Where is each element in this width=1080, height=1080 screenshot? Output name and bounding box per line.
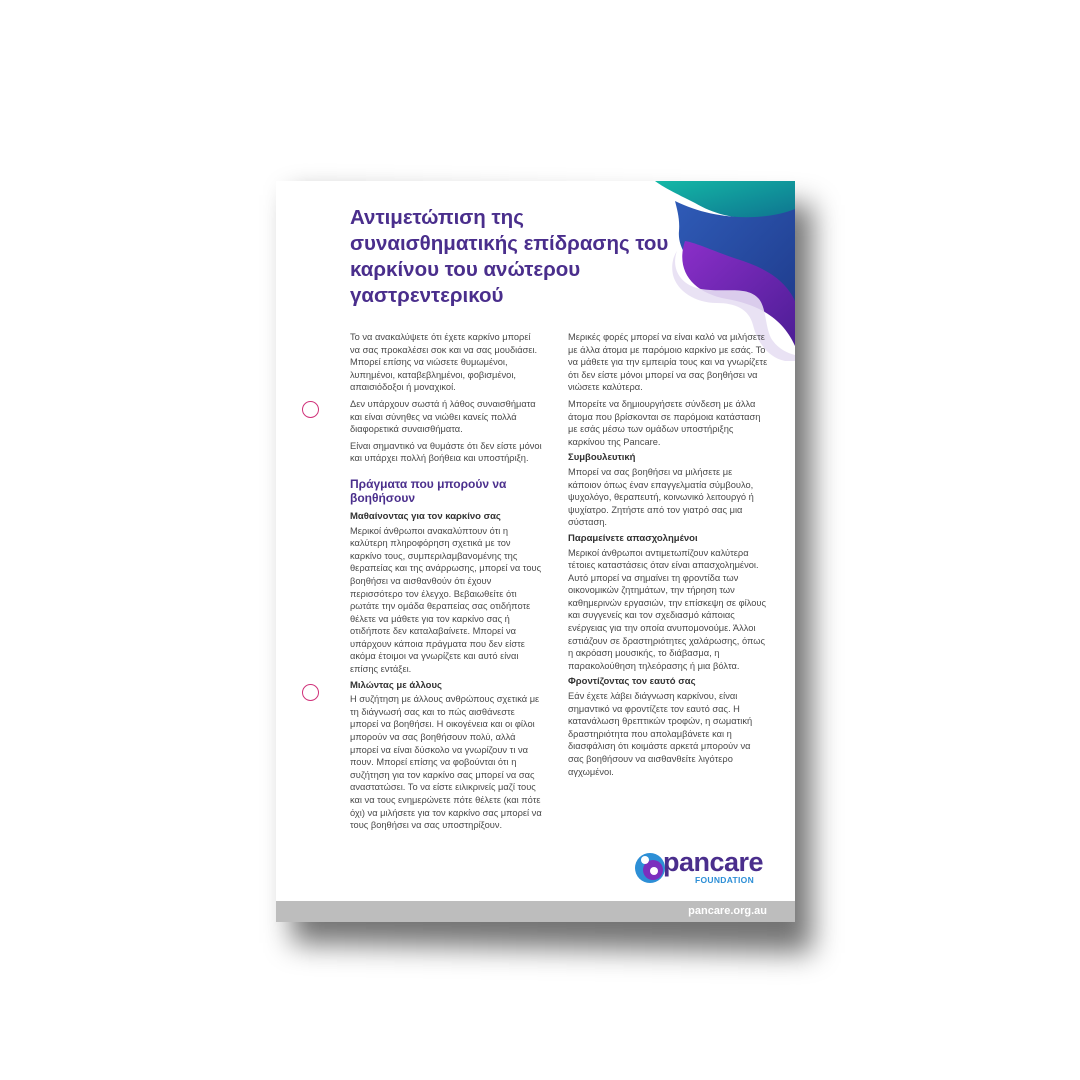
talking-paragraph: Η συζήτηση με άλλους ανθρώπους σχετικά με τη διάγνωσή σας και το πώς αισθάνεστε μπορεί να βοηθήσει. Η οικογένεια και οι φίλοι μπορούν να σας βοηθήσουν πολύ, αλλά μπορεί να είναι δύσκολο να γνωρίζουν τι να πουν. Μπορεί επίσης να φοβούνται ότι η συζήτηση για τον καρκίνο σας μπορεί να σας αναστατώσει. Το να είστε ειλικρινείς μαζί τους και να τους ενημερώνετε πότε θέλετε (και πότε όχι) να μιλήσετε για τον καρκίνο σας μπορεί να τους βοηθήσει να σας υποστηρίξουν. <box>350 694 542 831</box>
subheading-learning: Μαθαίνοντας για τον καρκίνο σας <box>350 510 501 522</box>
learning-paragraph: Μερικοί άνθρωποι ανακαλύπτουν ότι η καλύτερη πληροφόρηση σχετικά με τον καρκίνο τους, συμπεριλαμβανομένης της θεραπείας και της ανάρρωσης, μπορεί να τους βοηθήσει να αισθανθούν ότι έχουν περισσότερο τον έλεγχο. Βεβαιωθείτε ότι ρωτάτε την ομάδα θεραπείας σας οτιδήποτε θέλετε να μάθετε για τον καρκίνο σας ή οτιδήποτε δεν καταλαβαίνετε. Μπορεί να υπάρχουν κάποια πράγματα που δεν είστε ακόμα έτοιμοι να γνωρίζετε και αυτό είναι επίσης εντάξει. <box>350 525 542 675</box>
subheading-self-care: Φροντίζοντας τον εαυτό σας <box>568 676 696 688</box>
support-group-paragraph: Μπορείτε να δημιουργήσετε σύνδεση με άλλα άτομα που βρίσκονται σε παρόμοια κατάσταση με εσάς μέσω των ομάδων υποστήριξης καρκίνου της Pancare. <box>568 398 761 447</box>
section-heading: Πράγματα που μπορούν να βοηθήσουν <box>350 476 507 505</box>
left-column <box>350 331 542 836</box>
footer-url: pancare.org.au <box>688 905 767 917</box>
subheading-stay-busy: Παραμείνετε απασχολημένοι <box>568 532 698 544</box>
binder-hole-icon <box>302 684 319 701</box>
footer-bar <box>276 901 795 922</box>
logo-wordmark: pancare <box>663 847 764 877</box>
peer-paragraph: Μερικές φορές μπορεί να είναι καλό να μιλήσετε με άλλα άτομα με παρόμοιο καρκίνο με εσάς. Το να μάθετε για την εμπειρία τους και να γνωρίζετε ότι δεν είστε μόνοι μπορεί να σας βοηθήσει να νιώσετε καλύτερα. <box>568 332 768 393</box>
intro-paragraph: Είναι σημαντικό να θυμάστε ότι δεν είστε μόνοι και υπάρχει πολλή βοήθεια και υποστήριξη. <box>350 440 542 464</box>
logo-subtitle: FOUNDATION <box>695 875 755 885</box>
pancare-logo-icon <box>633 851 667 885</box>
binder-hole-icon <box>302 401 319 418</box>
counselling-paragraph: Μπορεί να σας βοηθήσει να μιλήσετε με κάποιον όπως έναν επαγγελματία σύμβουλο, ψυχολόγο, θεραπευτή, κοινωνικό λειτουργό ή ψυχίατρο. Ζητήστε από τον γιατρό σας μια σύσταση. <box>568 466 754 528</box>
right-column <box>568 331 768 782</box>
self-care-paragraph: Εάν έχετε λάβει διάγνωση καρκίνου, είναι σημαντικό να φροντίζετε τον εαυτό σας. Η κατανάλωση θρεπτικών τροφών, η σωματική δραστηριότητα που απολαμβάνετε και η διασφάλιση ότι κοιμάστε αρκετά μπορούν να σας βοηθήσουν να αισθανθείτε λιγότερο αγχωμένοι. <box>568 691 753 777</box>
document-page <box>276 181 795 922</box>
document-title: Αντιμετώπιση της συναισθηματικής επίδρασης του καρκίνου του ανώτερου γαστρεντερικού <box>350 206 669 307</box>
pancare-logo <box>633 849 773 894</box>
intro-paragraph: Δεν υπάρχουν σωστά ή λάθος συναισθήματα και είναι σύνηθες να νιώθει κανείς πολλά διαφορετικά συναισθήματα. <box>350 398 536 435</box>
subheading-counselling: Συμβουλευτική <box>568 452 636 464</box>
subheading-talking: Μιλώντας με άλλους <box>350 679 442 691</box>
stay-busy-paragraph: Μερικοί άνθρωποι αντιμετωπίζουν καλύτερα τέτοιες καταστάσεις όταν είναι απασχολημένοι. Αυτό μπορεί να σημαίνει τη φροντίδα των οικονομικών ζητημάτων, την τήρηση των καθημερινών εργασιών, την επίσκεψη σε φίλους και συγγενείς και τον σχεδιασμό κάποιας ενέργειας για την οποία ανυπομονούμε. Άλλοι εστιάζουν σε δραστηριότητες χαλάρωσης, όπως η ακρόαση μουσικής, το διάβασμα, η παρακολούθηση τηλεόρασης ή μια βόλτα. <box>568 547 766 671</box>
intro-paragraph: Το να ανακαλύψετε ότι έχετε καρκίνο μπορεί να σας προκαλέσει σοκ και να σας μουδιάσει. Μπορεί επίσης να νιώσετε θυμωμένοι, λυπημένοι, καταβεβλημένοι, φοβισμένοι, απαισιόδοξοι ή μοναχικοί. <box>350 332 538 393</box>
